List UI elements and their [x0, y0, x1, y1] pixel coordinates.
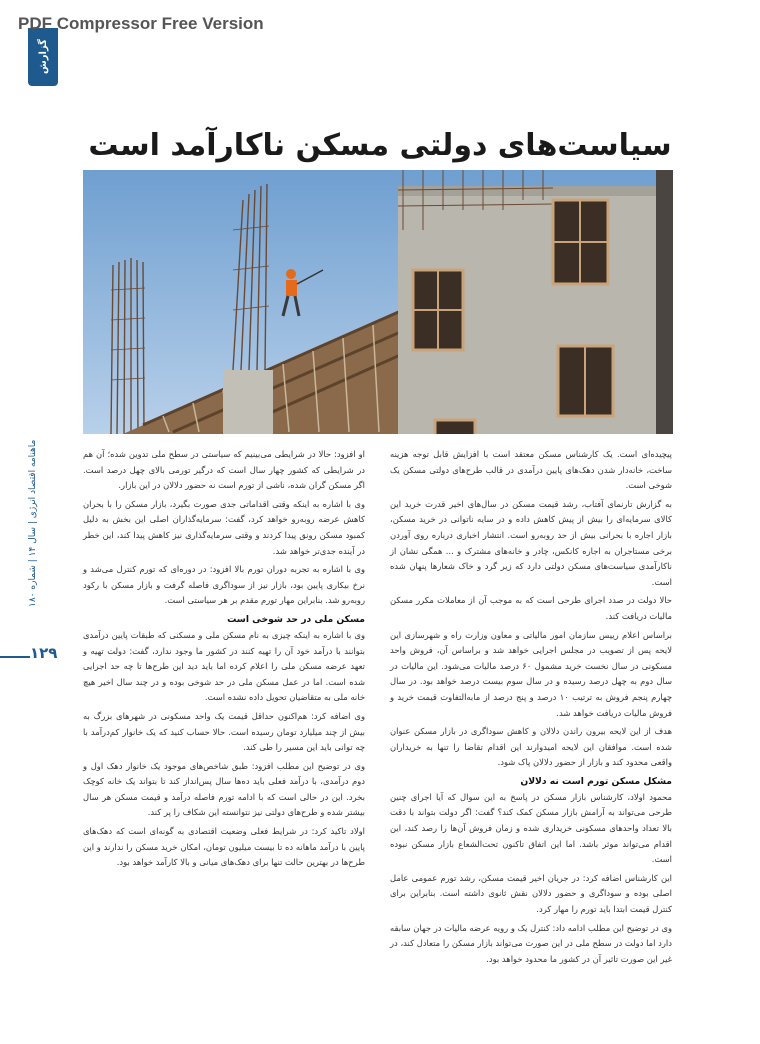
- subheading: مشکل مسکن تورم است نه دلالان: [520, 775, 672, 787]
- paragraph: اولاد تاکید کرد: در شرایط فعلی وضعیت اقتصادی به گونه‌ای است که دهک‌های پایین با درآمد ماهانه ده تا بیست میلیون تومان، امکان خرید مسکن را ندارند و این طرح‌ها در بهترین حالت تنها برای دهک‌های میانی و بالا کارآمد خواهد بود.: [83, 826, 365, 868]
- column-left: [83, 447, 365, 874]
- paragraph: وی با اشاره به اینکه چیزی به نام مسکن ملی و مسکنی که طبقات پایین درآمدی بتوانند با درآمد خود آن را تهیه کنند در کشور ما وجود ندارد، گفت: دولت تهیه و تعهد عرضه مسکن ملی را اعلام کرده اما باید دید این طرح‌ها تا چه حد اجرایی شده است. اما در عمل مسکن ملی در حد شوخی بوده و در چند سال اخیر هیچ خانه ملی به متقاضیان تحویل داده نشده است.: [83, 629, 365, 703]
- paragraph: این کارشناس اضافه کرد: در جریان اخیر قیمت مسکن، رشد تورم عمومی عامل اصلی بوده و سوداگری و حضور دلالان نقش ثانوی داشته است. بنابراین برای کنترل قیمت ابتدا باید تورم را مهار کرد.: [390, 872, 672, 915]
- article-title: سیاست‌های دولتی مسکن ناکارآمد است: [88, 128, 672, 164]
- journal-side-caption: ماهنامه اقتصاد انرژی | سال ۱۴ | شماره ۱۸۰: [28, 440, 38, 608]
- paragraph: وی در توضیح این مطلب افزود: طبق شاخص‌های موجود یک خانوار دهک اول و دوم درآمدی، با درآمد فعلی باید ده‌ها سال پس‌انداز کند تا بتواند یک خانه کوچک بخرد. این در حالی است که با ادامه تورم فاصله درآمد و قیمت مسکن هر سال بیشتر شده و طرح‌های دولتی نیز نتوانسته این شکاف را پر کند.: [83, 760, 365, 818]
- paragraph: حالا دولت در صدد اجرای طرحی است که به موجب آن از معاملات مکرر مسکن مالیات دریافت کند.: [390, 595, 672, 621]
- page-number: ۱۲۹: [30, 644, 58, 662]
- paragraph: پیچیده‌ای است. یک کارشناس مسکن معتقد است با افزایش قابل توجه هزینه ساخت، خانه‌دار شدن دهک‌های پایین درآمدی در قالب طرح‌های دولتی مسکن یک شوخی است.: [390, 449, 672, 491]
- paragraph: به گزارش تارنمای آفتاب، رشد قیمت مسکن در سال‌های اخیر قدرت خرید این کالای سرمایه‌ای را بیش از پیش کاهش داده و در سایه ناتوانی در خرید مسکن، بازار اجاره با بحرانی بیش از حد روبه‌رو است. انتشار اخباری درباره روی آوردن برخی مستاجران به اجاره کانکس، چادر و خانه‌های مشترک و ... همگی نشان از ناکارآمدی سیاست‌های مسکن دولتی دارد که زیر گرد و خاک شعارها پنهان شده است.: [390, 498, 672, 587]
- paragraph: محمود اولاد، کارشناس بازار مسکن در پاسخ به این سوال که آیا اجرای چنین طرحی می‌تواند به آرامش بازار مسکن کمک کند؟ گفت: اگر دولت بتواند با دقت بالا تعداد واحدهای مسکونی خریداری شده و زمان فروش آن‌ها را رصد کند، این اقدام می‌تواند موثر باشد. اما این اتفاق تاکنون تحت‌الشعاع بازار مسکن نبوده است.: [390, 791, 672, 865]
- paragraph: هدف از این لایحه بیرون راندن دلالان و کاهش سوداگری در بازار مسکن عنوان شده است. موافقان این لایحه امیدوارند این اقدام تقاضا را تنها به خریداران واقعی محدود کند و بازار از حضور دلالان پاک شود.: [390, 726, 672, 768]
- paragraph: او افزود: حالا در شرایطی می‌بینیم که سیاستی در سطح ملی تدوین شده؛ آن هم در شرایطی که کشور چهار سال است که درگیر تورمی بالای چهل درصد است. اگر مسکن گران شده، ناشی از تورم است نه حضور دلالان در این بازار.: [83, 449, 365, 491]
- paragraph: وی در توضیح این مطلب ادامه داد: کنترل یک و رویه عرضه مالیات در جهان سابقه دارد اما دولت در سطح ملی در این صورت می‌تواند بازار مسکن را متعادل کند، در غیر این صورت تاثیر آن در کشور ما محدود خواهد بود.: [390, 922, 672, 964]
- page-number-rule: [0, 656, 30, 658]
- paragraph: وی با اشاره به تجربه دوران تورم بالا افزود: در دوره‌ای که تورم کنترل می‌شد و نرخ بیکاری پایین بود، بازار نیز از سوداگری فاصله گرفت و بازار مسکن با رکود روبه‌رو شد. بنابراین مهار تورم مقدم بر هر سیاستی است.: [83, 564, 365, 606]
- watermark: PDF Compressor Free Version: [18, 14, 264, 33]
- paragraph: وی اضافه کرد: هم‌اکنون حداقل قیمت یک واحد مسکونی در شهرهای بزرگ به بیش از چند میلیارد تومان رسیده است. حالا حساب کنید که یک خانوار کم‌درآمد با چه توانی باید این مسیر را طی کند.: [83, 710, 365, 753]
- section-tab: [28, 28, 58, 86]
- section-tab-label: گزارش: [37, 39, 49, 75]
- article-photo: [83, 170, 673, 434]
- paragraph: وی با اشاره به اینکه وقتی اقداماتی جدی صورت بگیرد، بازار مسکن را با بحران کاهش عرضه روبه‌رو خواهد کرد، گفت: سرمایه‌گذاران اصلی این بخش به دلیل کمبود مسکن رونق پیدا کردند و وقتی سرمایه‌گذاری نیز کاهش پیدا کند، این خطر در آینده جدی‌تر خواهد شد.: [83, 498, 365, 556]
- column-right: [390, 447, 672, 970]
- subheading: مسکن ملی در حد شوخی است: [227, 613, 365, 625]
- paragraph: براساس اعلام رییس سازمان امور مالیاتی و معاون وزارت راه و شهرسازی این لایحه پس از تصویب در مجلس اجرایی خواهد شد و براساس آن، فروش واحد مسکونی در سال نخست خرید مشمول ۶۰ درصد مالیات می‌شود. این مالیات در سال دوم به چهل درصد رسیده و در سال سوم بیست درصد خواهد بود. در سال چهارم پنجم فروش به ترتیب ۱۰ درصد و پنج درصد از مابه‌التفاوت قیمت خرید و فروش مالیات دریافت خواهد شد.: [390, 629, 672, 718]
